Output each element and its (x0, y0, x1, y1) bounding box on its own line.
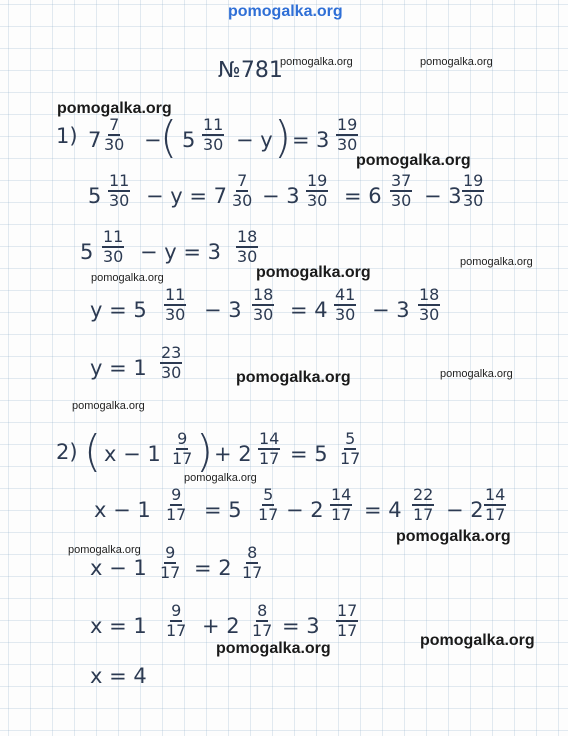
expression-text: − 3 (424, 184, 462, 208)
denominator: 30 (203, 135, 224, 154)
numerator: 14 (485, 485, 506, 504)
expression-text: = 6 (344, 184, 382, 208)
denominator: 30 (237, 247, 258, 266)
expression-text: + 2 (214, 442, 252, 466)
denominator: 17 (340, 449, 361, 468)
numerator: 9 (171, 485, 182, 504)
expression-text: − y = 7 (146, 184, 228, 208)
part2-eq4-fraction (166, 602, 186, 640)
part2-eq2-fraction (166, 486, 186, 524)
denominator: 17 (331, 505, 352, 524)
part1-eq4-fraction (418, 286, 440, 324)
expression-text: = 2 (194, 556, 232, 580)
numerator: 22 (413, 485, 434, 504)
part1-eq4-fraction (252, 286, 274, 324)
expression-text: = 4 (290, 298, 328, 322)
denominator: 30 (253, 305, 274, 324)
denominator: 17 (258, 505, 279, 524)
part1-eq2-fraction (390, 172, 412, 210)
numerator: 19 (307, 171, 328, 190)
part1-eq2-whole: 5 (88, 184, 102, 208)
denominator: 30 (103, 247, 124, 266)
watermark: pomogalka.org (420, 56, 493, 68)
denominator: 17 (166, 505, 187, 524)
watermark: pomogalka.org (57, 100, 172, 117)
final-answer: x = 4 (90, 664, 147, 688)
expression-text: − 2 (286, 498, 324, 522)
denominator: 17 (242, 563, 263, 582)
watermark: pomogalka.org (236, 369, 351, 386)
left-paren: ( (160, 112, 178, 163)
part1-eq2-fraction (108, 172, 130, 210)
numerator: 37 (391, 171, 412, 190)
right-paren: ) (274, 112, 292, 163)
part2-label: 2) (56, 440, 78, 464)
denominator: 30 (335, 305, 356, 324)
part2-eq4-fraction (252, 602, 272, 640)
numerator: 9 (171, 601, 182, 620)
denominator: 30 (161, 363, 182, 382)
watermark: pomogalka.org (184, 472, 257, 484)
part1-eq1-fraction (202, 116, 224, 154)
part2-eq3-fraction (242, 544, 262, 582)
numerator: 5 (345, 429, 356, 448)
denominator: 17 (413, 505, 434, 524)
expression-text: = 5 (204, 498, 242, 522)
numerator: 7 (237, 171, 248, 190)
expression-text: x − 1 (90, 556, 147, 580)
numerator: 18 (253, 285, 274, 304)
part2-eq2-fraction (258, 486, 278, 524)
part2-eq4-fraction (336, 602, 358, 640)
denominator: 17 (166, 621, 187, 640)
numerator: 9 (177, 429, 188, 448)
part2-eq2-fraction (412, 486, 434, 524)
numerator: 8 (257, 601, 268, 620)
numerator: 19 (337, 115, 358, 134)
denominator: 30 (104, 135, 125, 154)
numerator: 18 (419, 285, 440, 304)
variable-term: − y (236, 128, 273, 152)
expression-text: − y = 3 (140, 240, 222, 264)
part1-eq2-fraction (462, 172, 484, 210)
part1-eq5-fraction (160, 344, 182, 382)
part1-eq1-fraction (104, 116, 124, 154)
denominator: 30 (109, 191, 130, 210)
watermark: pomogalka.org (356, 152, 471, 169)
part1-eq3-fraction (102, 228, 124, 266)
expression-text: x = 1 (90, 614, 147, 638)
numerator: 23 (161, 343, 182, 362)
expression-text: x − 1 (94, 498, 151, 522)
expression-text: − 3 (372, 298, 410, 322)
numerator: 8 (247, 543, 258, 562)
expression-text: = 4 (364, 498, 402, 522)
part2-eq1-fraction (172, 430, 192, 468)
numerator: 7 (109, 115, 120, 134)
part2-eq1-fraction (258, 430, 280, 468)
numerator: 11 (165, 285, 186, 304)
denominator: 30 (391, 191, 412, 210)
denominator: 30 (307, 191, 328, 210)
watermark: pomogalka.org (72, 400, 145, 412)
part2-eq3-fraction (160, 544, 180, 582)
expression-text: y = 5 (90, 298, 147, 322)
left-paren: ( (84, 426, 102, 477)
part2-eq2-fraction (484, 486, 506, 524)
part1-eq2-fraction (232, 172, 252, 210)
expression-text: − 3 (204, 298, 242, 322)
problem-number: №781 (218, 58, 283, 83)
denominator: 17 (252, 621, 273, 640)
expression-text: − 3 (262, 184, 300, 208)
denominator: 30 (463, 191, 484, 210)
numerator: 14 (259, 429, 280, 448)
numerator: 14 (331, 485, 352, 504)
watermark: pomogalka.org (91, 272, 164, 284)
part1-eq1-fraction (336, 116, 358, 154)
expression-text: = 3 (282, 614, 320, 638)
denominator: 30 (165, 305, 186, 324)
numerator: 19 (463, 171, 484, 190)
denominator: 17 (337, 621, 358, 640)
denominator: 17 (160, 563, 181, 582)
denominator: 30 (232, 191, 253, 210)
part1-eq3-whole: 5 (80, 240, 94, 264)
denominator: 30 (337, 135, 358, 154)
denominator: 17 (259, 449, 280, 468)
part1-eq1-whole: 5 (182, 128, 196, 152)
expression-text: y = 1 (90, 356, 147, 380)
part1-eq4-fraction (334, 286, 356, 324)
minus-sign: − (144, 128, 162, 152)
watermark: pomogalka.org (216, 640, 331, 657)
denominator: 17 (485, 505, 506, 524)
part1-label: 1) (56, 124, 78, 148)
watermark: pomogalka.org (68, 544, 141, 556)
right-paren: ) (196, 426, 214, 477)
part1-eq1-whole: 7 (88, 128, 102, 152)
expression-text: = 5 (290, 442, 328, 466)
expression-text: x − 1 (104, 442, 161, 466)
part1-eq2-fraction (306, 172, 328, 210)
equals-sign: = (292, 128, 310, 152)
expression-text: − 2 (446, 498, 484, 522)
numerator: 11 (203, 115, 224, 134)
part1-eq3-fraction (236, 228, 258, 266)
numerator: 5 (263, 485, 274, 504)
numerator: 18 (237, 227, 258, 246)
numerator: 17 (337, 601, 358, 620)
numerator: 9 (165, 543, 176, 562)
part1-eq4-fraction (164, 286, 186, 324)
watermark: pomogalka.org (440, 368, 513, 380)
watermark: pomogalka.org (460, 256, 533, 268)
watermark-top: pomogalka.org (228, 3, 343, 20)
denominator: 17 (172, 449, 193, 468)
watermark: pomogalka.org (256, 264, 371, 281)
expression-text: + 2 (202, 614, 240, 638)
watermark: pomogalka.org (420, 632, 535, 649)
watermark: pomogalka.org (396, 528, 511, 545)
part2-eq2-fraction (330, 486, 352, 524)
denominator: 30 (419, 305, 440, 324)
numerator: 11 (109, 171, 130, 190)
part2-eq1-fraction (340, 430, 360, 468)
numerator: 11 (103, 227, 124, 246)
numerator: 41 (335, 285, 356, 304)
part1-eq1-whole: 3 (316, 128, 330, 152)
watermark: pomogalka.org (280, 56, 353, 68)
